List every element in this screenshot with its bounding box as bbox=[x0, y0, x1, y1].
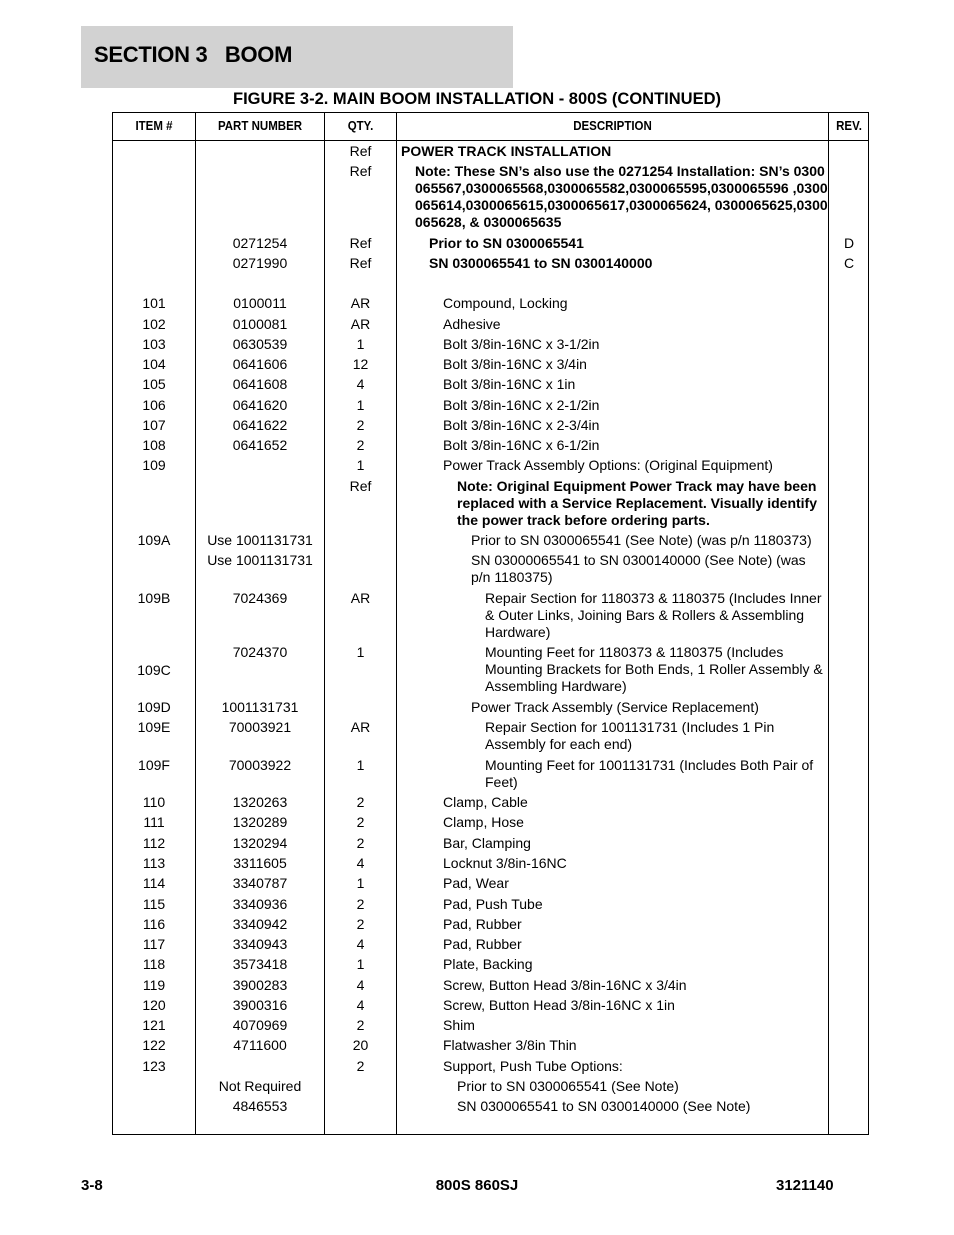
part-number: 3340943 bbox=[232, 936, 288, 952]
description: Prior to SN 0300065541 (See Note) (was p/n 1180373) bbox=[471, 532, 812, 548]
figure-title: FIGURE 3-2. MAIN BOOM INSTALLATION - 800S (CONTINUED) bbox=[233, 90, 721, 108]
description: Repair Section for 1180373 & 1180375 (Includes Inner & Outer Links, Joining Bars & Rollers & Assembling Hardware) bbox=[485, 590, 822, 640]
description: Clamp, Cable bbox=[443, 794, 528, 810]
description: Bolt 3/8in-16NC x 2-3/4in bbox=[443, 417, 600, 433]
item-number: 109A bbox=[137, 532, 171, 548]
quantity: 2 bbox=[356, 896, 365, 912]
quantity: 1 bbox=[356, 457, 365, 473]
revision: D bbox=[843, 235, 855, 251]
quantity: Ref bbox=[349, 478, 372, 494]
item-number: 102 bbox=[142, 316, 166, 332]
item-number: 123 bbox=[142, 1058, 166, 1074]
description: Bolt 3/8in-16NC x 1in bbox=[443, 376, 576, 392]
quantity: 20 bbox=[352, 1037, 369, 1053]
quantity: 1 bbox=[356, 875, 365, 891]
part-number: Use 1001131731 bbox=[207, 552, 313, 568]
parts-table bbox=[112, 112, 869, 1135]
description: Pad, Rubber bbox=[443, 916, 522, 932]
item-number: 109 bbox=[142, 457, 166, 473]
quantity: 1 bbox=[356, 956, 365, 972]
quantity: 4 bbox=[356, 855, 365, 871]
description: Repair Section for 1001131731 (Includes 1 Pin Assembly for each end) bbox=[485, 719, 775, 752]
part-number: 3340787 bbox=[232, 875, 288, 891]
description: SN 03000065541 to SN 0300140000 (See Note) (was p/n 1180375) bbox=[471, 552, 806, 585]
part-number: 1320263 bbox=[232, 794, 288, 810]
header-rev: REV. bbox=[836, 119, 862, 133]
part-number: 0271990 bbox=[232, 255, 288, 271]
part-number: 4070969 bbox=[232, 1017, 288, 1033]
quantity: 1 bbox=[356, 336, 365, 352]
quantity: Ref bbox=[349, 255, 372, 271]
description: SN 0300065541 to SN 0300140000 bbox=[429, 255, 653, 271]
part-number: Not Required bbox=[218, 1078, 302, 1094]
part-number: 4711600 bbox=[233, 1037, 287, 1053]
part-number: 3573418 bbox=[232, 956, 288, 972]
item-number: 113 bbox=[142, 855, 166, 871]
item-number: 122 bbox=[142, 1037, 166, 1053]
description: Support, Push Tube Options: bbox=[443, 1058, 623, 1074]
item-number: 109B bbox=[137, 590, 171, 606]
quantity: AR bbox=[350, 295, 371, 311]
description: Bolt 3/8in-16NC x 3/4in bbox=[443, 356, 587, 372]
revision: C bbox=[843, 255, 855, 271]
part-number: 3340942 bbox=[232, 916, 288, 932]
description: Screw, Button Head 3/8in-16NC x 1in bbox=[443, 997, 675, 1013]
description: Pad, Push Tube bbox=[443, 896, 543, 912]
description: Mounting Feet for 1180373 & 1180375 (Includes Mounting Brackets for Both Ends, 1 Roller Assembly & Assembling Hardware) bbox=[485, 644, 823, 694]
description: Adhesive bbox=[443, 316, 501, 332]
description: SN 0300065541 to SN 0300140000 (See Note) bbox=[457, 1098, 751, 1114]
description: Note: These SN’s also use the 0271254 Installation: SN’s 0300065567,0300065568,0300065582,0300065595,0300065596 ,0300065614,0300065615,0300065617,0300065624, 0300065625,0300065628, & 0300065635 bbox=[415, 163, 828, 230]
quantity: 4 bbox=[356, 376, 365, 392]
footer-page-number: 3-8 bbox=[81, 1177, 103, 1194]
quantity: AR bbox=[350, 590, 371, 606]
part-number: 0641608 bbox=[232, 376, 288, 392]
item-number: 109E bbox=[137, 719, 171, 735]
description: Locknut 3/8in-16NC bbox=[443, 855, 567, 871]
item-number: 118 bbox=[142, 956, 166, 972]
quantity: 4 bbox=[356, 936, 365, 952]
item-number: 105 bbox=[142, 376, 166, 392]
part-number: 7024370 bbox=[232, 644, 288, 660]
part-number: 0630539 bbox=[232, 336, 288, 352]
description: Bar, Clamping bbox=[443, 835, 531, 851]
quantity: Ref bbox=[349, 235, 372, 251]
description: Compound, Locking bbox=[443, 295, 568, 311]
header-qty: QTY. bbox=[347, 119, 374, 133]
part-number: 0100081 bbox=[232, 316, 288, 332]
quantity: 12 bbox=[352, 356, 369, 372]
part-number: Use 1001131731 bbox=[207, 532, 313, 548]
description: Mounting Feet for 1001131731 (Includes Both Pair of Feet) bbox=[485, 757, 814, 790]
header-part-number: PART NUMBER bbox=[217, 119, 303, 133]
part-number: 70003922 bbox=[228, 757, 292, 773]
part-number: 0641652 bbox=[232, 437, 288, 453]
quantity: 2 bbox=[356, 794, 365, 810]
part-number: 0641620 bbox=[232, 397, 288, 413]
item-number: 101 bbox=[142, 295, 166, 311]
description: POWER TRACK INSTALLATION bbox=[401, 143, 612, 159]
quantity: Ref bbox=[349, 163, 372, 179]
quantity: AR bbox=[350, 719, 371, 735]
item-number: 111 bbox=[143, 814, 165, 830]
item-number: 103 bbox=[142, 336, 166, 352]
description: Flatwasher 3/8in Thin bbox=[443, 1037, 577, 1053]
description: Pad, Wear bbox=[443, 875, 509, 891]
item-number: 110 bbox=[142, 794, 166, 810]
description: Power Track Assembly (Service Replacement) bbox=[471, 699, 759, 715]
column-divider bbox=[396, 113, 397, 1134]
part-number: 0271254 bbox=[232, 235, 288, 251]
part-number: 7024369 bbox=[232, 590, 288, 606]
description: Shim bbox=[443, 1017, 475, 1033]
item-number: 112 bbox=[142, 835, 166, 851]
quantity: 2 bbox=[356, 835, 365, 851]
footer-model: 800S 860SJ bbox=[435, 1177, 519, 1194]
quantity: 2 bbox=[356, 417, 365, 433]
quantity: 1 bbox=[356, 644, 365, 660]
quantity: 1 bbox=[356, 397, 365, 413]
part-number: 1320294 bbox=[232, 835, 288, 851]
quantity: 4 bbox=[356, 977, 365, 993]
item-number: 116 bbox=[142, 916, 166, 932]
quantity: 2 bbox=[356, 1058, 365, 1074]
item-number: 109C bbox=[137, 662, 171, 678]
section-title: SECTION 3 BOOM bbox=[94, 42, 293, 67]
description: Clamp, Hose bbox=[443, 814, 524, 830]
item-number: 117 bbox=[142, 936, 166, 952]
quantity: 2 bbox=[356, 814, 365, 830]
quantity: AR bbox=[350, 316, 371, 332]
table-header-row bbox=[113, 113, 868, 141]
part-number: 1320289 bbox=[232, 814, 288, 830]
part-number: 4846553 bbox=[232, 1098, 288, 1114]
quantity: 2 bbox=[356, 1017, 365, 1033]
item-number: 104 bbox=[142, 356, 166, 372]
description: Pad, Rubber bbox=[443, 936, 522, 952]
description: Bolt 3/8in-16NC x 2-1/2in bbox=[443, 397, 600, 413]
part-number: 3311605 bbox=[233, 855, 287, 871]
quantity: 2 bbox=[356, 437, 365, 453]
quantity: Ref bbox=[349, 143, 372, 159]
part-number: 3900283 bbox=[232, 977, 288, 993]
description: Prior to SN 0300065541 (See Note) bbox=[457, 1078, 679, 1094]
item-number: 114 bbox=[142, 875, 166, 891]
header-description: DESCRIPTION bbox=[573, 119, 652, 133]
description: Plate, Backing bbox=[443, 956, 533, 972]
quantity: 2 bbox=[356, 916, 365, 932]
item-number: 109F bbox=[138, 757, 170, 773]
item-number: 119 bbox=[142, 977, 166, 993]
part-number: 3340936 bbox=[232, 896, 288, 912]
part-number: 3900316 bbox=[232, 997, 288, 1013]
item-number: 115 bbox=[142, 896, 166, 912]
description: Bolt 3/8in-16NC x 3-1/2in bbox=[443, 336, 600, 352]
item-number: 106 bbox=[142, 397, 166, 413]
part-number: 0100011 bbox=[233, 295, 287, 311]
description: Power Track Assembly Options: (Original Equipment) bbox=[443, 457, 773, 473]
header-item: ITEM # bbox=[135, 119, 173, 133]
footer-doc-number: 3121140 bbox=[776, 1177, 834, 1194]
part-number: 70003921 bbox=[228, 719, 292, 735]
description: Screw, Button Head 3/8in-16NC x 3/4in bbox=[443, 977, 687, 993]
part-number: 1001131731 bbox=[221, 699, 299, 715]
item-number: 109D bbox=[137, 699, 171, 715]
quantity: 4 bbox=[356, 997, 365, 1013]
description: Note: Original Equipment Power Track may have been replaced with a Service Replacement. Visually identify the power track before ordering parts. bbox=[457, 478, 818, 528]
description: Prior to SN 0300065541 bbox=[429, 235, 584, 251]
item-number: 120 bbox=[142, 997, 166, 1013]
part-number: 0641622 bbox=[232, 417, 288, 433]
item-number: 108 bbox=[142, 437, 166, 453]
part-number: 0641606 bbox=[232, 356, 288, 372]
item-number: 121 bbox=[142, 1017, 166, 1033]
description: Bolt 3/8in-16NC x 6-1/2in bbox=[443, 437, 600, 453]
item-number: 107 bbox=[142, 417, 166, 433]
quantity: 1 bbox=[356, 757, 365, 773]
